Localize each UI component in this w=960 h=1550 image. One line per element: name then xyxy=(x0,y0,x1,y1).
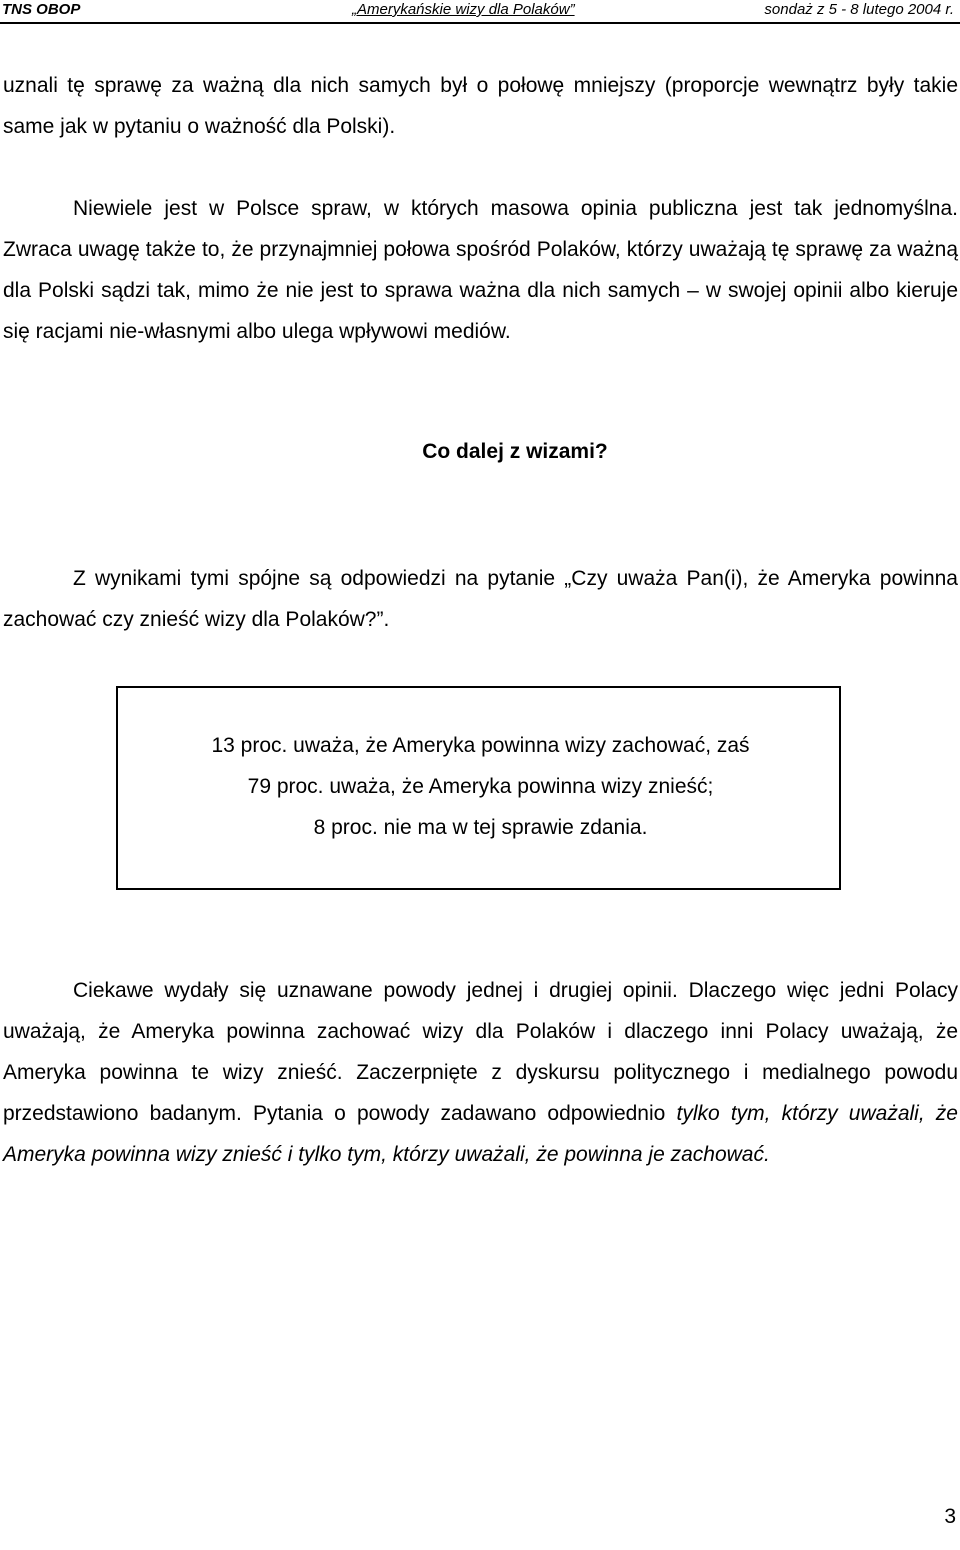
results-box xyxy=(116,686,841,890)
paragraph-4-text: Ciekawe wydały się uznawane powody jednej i drugiej opinii. Dlaczego więc jedni Polacy uważają, że Ameryka powinna zachować wizy dla Polaków i dlaczego inni Polacy uważają, że Ameryka powinna te wizy znieść. Zaczerpnięte z dyskursu politycznego i medialnego powodu przedstawiono badanym. Pytania o powody zadawano odpowiednio xyxy=(3,979,958,1125)
result-line-3: 8 proc. nie ma w tej sprawie zdania. xyxy=(313,816,648,839)
section-heading: Co dalej z wizami? xyxy=(422,440,608,463)
paragraph-4-italic: tylko tym, którzy uważali, że Ameryka powinna wizy znieść i tylko tym, którzy uważali, że powinna je zachować. xyxy=(3,1102,958,1166)
header-date: sondaż z 5 - 8 lutego 2004 r. xyxy=(764,1,954,18)
header-title: „Amerykańskie wizy dla Polaków” xyxy=(352,1,575,18)
paragraph-2: Niewiele jest w Polsce spraw, w których masowa opinia publiczna jest tak jednomyślna. Zwraca uwagę także to, że przynajmniej połowa spośród Polaków, którzy uważają tę sprawę za ważną dla Polski sądzi tak, mimo że nie jest to sprawa ważna dla nich samych – w swojej opinii albo kieruje się racjami nie-własnymi albo ulega wpływowi mediów. xyxy=(3,197,958,343)
page-header xyxy=(0,0,960,24)
header-org: TNS OBOP xyxy=(2,1,81,18)
result-line-1: 13 proc. uważa, że Ameryka powinna wizy zachować, zaś xyxy=(211,734,750,757)
paragraph-3: Z wynikami tymi spójne są odpowiedzi na pytanie „Czy uważa Pan(i), że Ameryka powinna zachować czy znieść wizy dla Polaków?”. xyxy=(3,567,958,631)
paragraph-1: uznali tę sprawę za ważną dla nich samych był o połowę mniejszy (proporcje wewnątrz były takie same jak w pytaniu o ważność dla Polski). xyxy=(3,74,958,138)
result-line-2: 79 proc. uważa, że Ameryka powinna wizy znieść; xyxy=(247,775,714,798)
page-number: 3 xyxy=(944,1505,956,1528)
paragraph-4 xyxy=(3,970,958,1175)
